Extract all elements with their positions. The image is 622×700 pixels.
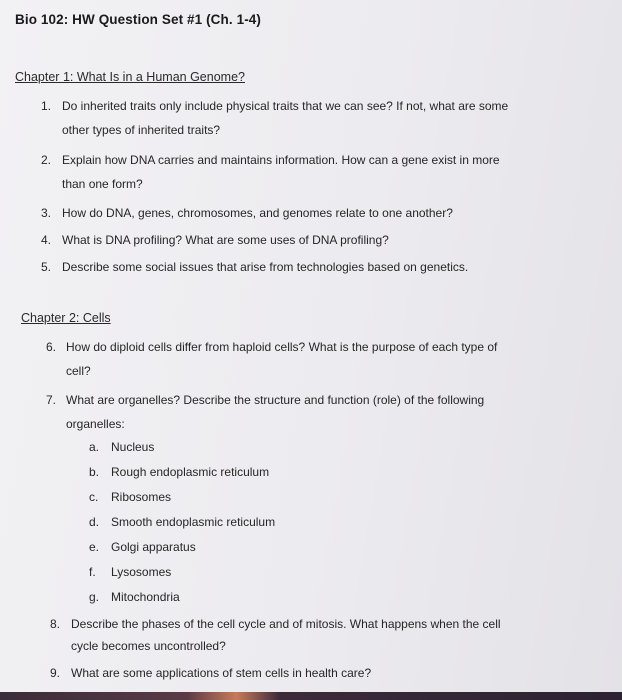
document-title: Bio 102: HW Question Set #1 (Ch. 1-4) [15,12,261,27]
organelle-item [89,565,171,579]
question-number: 8. [50,617,61,631]
question-text-line-2: organelles: [66,417,125,431]
question-number: 5. [41,260,52,274]
question-3 [41,201,611,225]
organelle-item [89,540,196,554]
question-number: 1. [41,99,52,113]
organelle-name: Lysosomes [111,565,172,579]
question-2 [41,148,611,196]
bottom-edge-strip [0,692,622,700]
question-text-line-1: Do inherited traits only include physical traits that we can see? If not, what are some [62,99,509,113]
organelle-item [89,440,154,454]
question-number: 9. [50,666,61,680]
organelle-letter: f. [89,565,96,579]
chapter-1-heading: Chapter 1: What Is in a Human Genome? [15,70,245,84]
question-9 [50,661,606,685]
question-number: 3. [41,206,52,220]
question-text-line-1: Describe the phases of the cell cycle and of mitosis. What happens when the cell [71,617,501,631]
organelle-item [89,465,269,479]
question-text-line-1: Explain how DNA carries and maintains information. How can a gene exist in more [62,153,500,167]
question-text-line-1: What are some applications of stem cells in health care? [71,666,372,680]
question-7 [46,388,606,436]
organelle-name: Ribosomes [111,490,172,504]
question-text-line-2: other types of inherited traits? [62,123,221,137]
organelle-name: Rough endoplasmic reticulum [111,465,270,479]
question-text-line-1: What is DNA profiling? What are some uses of DNA profiling? [62,233,389,247]
question-text-line-1: What are organelles? Describe the structure and function (role) of the following [66,393,485,407]
organelle-letter: d. [89,515,100,529]
organelle-name: Mitochondria [111,590,180,604]
question-4 [41,228,611,252]
question-text-line-1: How do diploid cells differ from haploid cells? What is the purpose of each type of [66,340,498,354]
question-text-line-2: cycle becomes uncontrolled? [71,639,226,653]
question-1 [41,94,611,142]
question-text-line-1: Describe some social issues that arise from technologies based on genetics. [62,260,469,274]
question-text-line-2: than one form? [62,177,143,191]
organelle-name: Smooth endoplasmic reticulum [111,515,276,529]
question-text-line-2: cell? [66,364,91,378]
question-8 [50,613,606,657]
question-5 [41,255,611,279]
question-number: 6. [46,340,57,354]
question-number: 2. [41,153,52,167]
organelle-item [89,490,171,504]
organelle-name: Nucleus [111,440,155,454]
question-number: 7. [46,393,57,407]
chapter-2-heading: Chapter 2: Cells [21,311,111,325]
organelle-item [89,590,180,604]
organelle-letter: e. [89,540,100,554]
organelle-letter: b. [89,465,100,479]
question-text-line-1: How do DNA, genes, chromosomes, and genomes relate to one another? [62,206,453,220]
question-6 [46,335,606,383]
organelle-letter: c. [89,490,99,504]
organelle-letter: a. [89,440,100,454]
organelle-item [89,515,275,529]
question-number: 4. [41,233,52,247]
organelle-name: Golgi apparatus [111,540,196,554]
organelle-letter: g. [89,590,100,604]
